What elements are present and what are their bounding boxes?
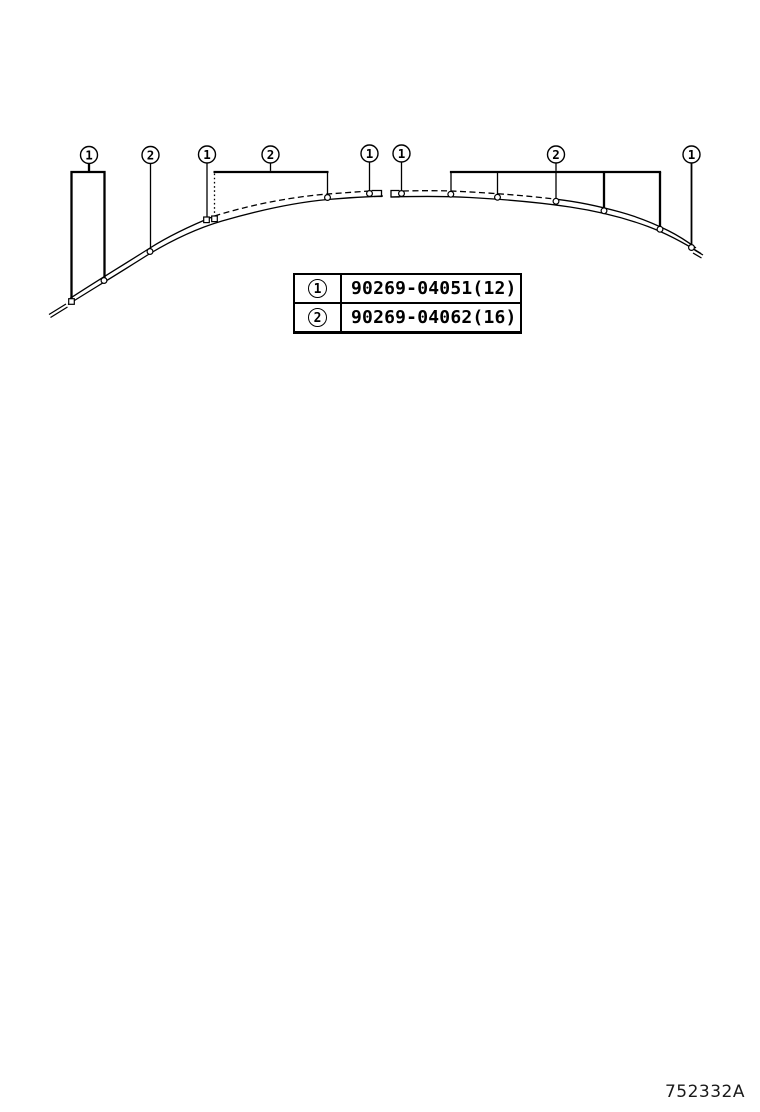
clip-square bbox=[212, 216, 218, 222]
clip bbox=[448, 191, 454, 197]
strip-right-bottom-edge bbox=[391, 197, 701, 254]
callout-label: 1 bbox=[687, 146, 696, 162]
callout-balloon-4 bbox=[262, 146, 279, 163]
callout-balloon-8 bbox=[683, 146, 700, 163]
strip-right-top-edge bbox=[557, 199, 696, 248]
clip bbox=[325, 195, 331, 201]
callout-balloon-5 bbox=[361, 145, 378, 162]
callout-label: 1 bbox=[203, 146, 211, 162]
strip-left-top-edge bbox=[70, 216, 215, 299]
clip bbox=[147, 249, 153, 255]
clip bbox=[601, 208, 607, 214]
callout-balloon-6 bbox=[393, 145, 410, 162]
parts-table-row bbox=[295, 302, 520, 331]
clip bbox=[101, 278, 107, 284]
callout-label: 1 bbox=[85, 147, 93, 163]
parts-table bbox=[293, 273, 522, 334]
callout-label: 1 bbox=[397, 145, 406, 161]
clip bbox=[367, 191, 373, 197]
clip-square bbox=[69, 299, 75, 305]
part-ref-cell bbox=[295, 304, 342, 331]
callout-balloon-2 bbox=[142, 147, 159, 164]
clip bbox=[495, 194, 501, 200]
callout-label: 1 bbox=[365, 145, 374, 161]
part-number: 90269-04051(12) bbox=[351, 278, 517, 299]
part-ref-cell bbox=[295, 275, 342, 302]
bracket-1 bbox=[72, 164, 105, 300]
clip-square bbox=[204, 217, 210, 223]
figure-code: 752332A bbox=[664, 1082, 745, 1102]
callout-label: 2 bbox=[552, 146, 560, 162]
part-ref-badge: 1 bbox=[308, 279, 327, 298]
callout-label: 2 bbox=[266, 146, 275, 162]
part-ref-badge: 2 bbox=[308, 308, 327, 327]
callout-label: 2 bbox=[146, 147, 155, 163]
strip-left-top-edge-hidden bbox=[215, 191, 373, 216]
clip bbox=[657, 226, 663, 232]
clip bbox=[399, 191, 405, 197]
strip-left-tip bbox=[49, 304, 68, 318]
parts-table-row bbox=[295, 275, 520, 302]
callout-balloon-1 bbox=[81, 147, 98, 164]
callout-balloon-7 bbox=[548, 146, 565, 163]
callout-balloons bbox=[81, 145, 701, 164]
clip bbox=[689, 245, 695, 251]
callout-balloon-3 bbox=[199, 146, 216, 163]
clip bbox=[553, 198, 559, 204]
moulding-strip-right bbox=[391, 191, 703, 259]
part-number: 90269-04062(16) bbox=[351, 307, 517, 328]
